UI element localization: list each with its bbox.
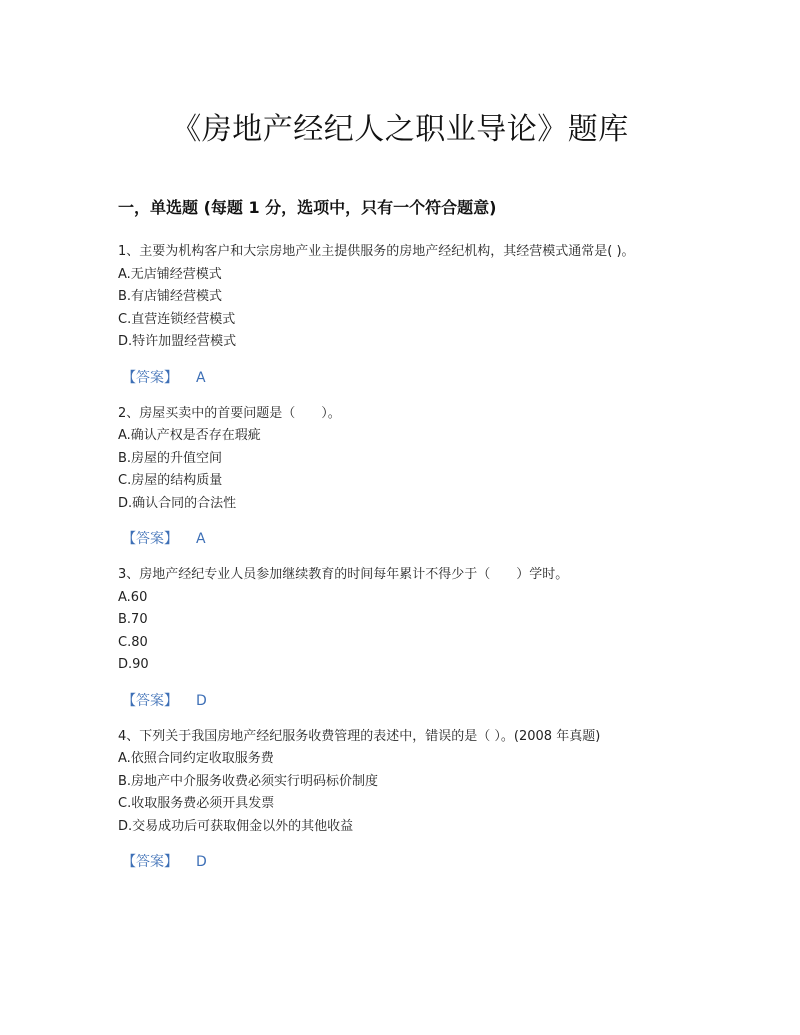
option-d: D.确认合同的合法性 — [118, 495, 237, 511]
answer-label: 【答案】 — [122, 854, 178, 870]
option-b: B.70 — [118, 612, 148, 627]
option-d: D.90 — [118, 657, 149, 672]
answer-value: A — [196, 531, 206, 547]
answer-value: A — [196, 369, 206, 386]
page-title: 《房地产经纪人之职业导论》题库 — [171, 112, 629, 147]
question-2 — [118, 403, 688, 551]
option-b: B.房地产中介服务收费必须实行明码标价制度 — [118, 773, 379, 789]
answer-value: D — [196, 692, 207, 709]
question-stem: 4、下列关于我国房地产经纪服务收费管理的表述中，错误的是（ ）。(2008 年真题) — [118, 728, 601, 744]
option-d: D.交易成功后可获取佣金以外的其他收益 — [118, 818, 354, 834]
answer-row — [118, 528, 688, 550]
option-a: A.依照合同约定收取服务费 — [118, 751, 274, 766]
question-list — [118, 241, 688, 887]
section-heading: 一，单选题 (每题 1 分，选项中，只有一个符合题意) — [118, 198, 497, 217]
answer-row — [118, 367, 688, 389]
answer-label: 【答案】 — [122, 531, 178, 547]
option-c: C.直营连锁经营模式 — [118, 311, 236, 327]
option-a: A.60 — [118, 589, 148, 605]
option-d: D.特许加盟经营模式 — [118, 334, 237, 349]
option-a: A.确认产权是否存在瑕疵 — [118, 428, 261, 443]
option-b: B.房屋的升值空间 — [118, 450, 223, 466]
answer-label: 【答案】 — [122, 692, 178, 709]
option-a: A.无店铺经营模式 — [118, 266, 222, 282]
answer-value: D — [196, 854, 207, 870]
question-stem: 2、房屋买卖中的首要问题是（ ）。 — [118, 405, 341, 421]
answer-row — [118, 690, 688, 712]
question-stem: 1、主要为机构客户和大宗房地产业主提供服务的房地产经纪机构，其经营模式通常是( )。 — [118, 244, 635, 259]
question-3 — [118, 564, 688, 712]
option-c: C.80 — [118, 634, 148, 650]
answer-row — [118, 851, 688, 873]
option-c: C.房屋的结构质量 — [118, 473, 223, 488]
option-c: C.收取服务费必须开具发票 — [118, 796, 275, 811]
question-4 — [118, 726, 688, 874]
answer-label: 【答案】 — [122, 369, 178, 386]
question-1 — [118, 241, 688, 389]
option-b: B.有店铺经营模式 — [118, 289, 223, 304]
question-stem: 3、房地产经纪专业人员参加继续教育的时间每年累计不得少于（ ）学时。 — [118, 567, 569, 582]
